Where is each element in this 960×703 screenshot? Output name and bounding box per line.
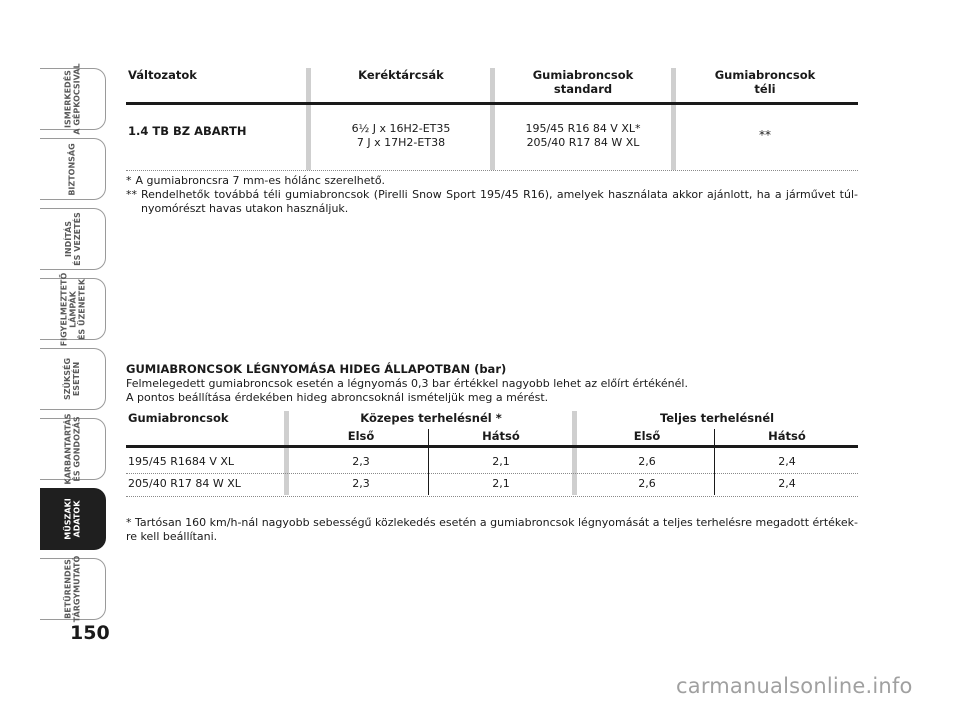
chapter-tab-label-line: BETŰRENDES	[63, 559, 73, 619]
header-rule	[126, 445, 858, 448]
chapter-tab-0[interactable]	[40, 63, 106, 135]
wheels-tyres-table	[126, 64, 858, 174]
pressure-value: 2,6	[638, 455, 656, 468]
chapter-tab-3[interactable]	[40, 272, 106, 346]
chapter-tab-label	[64, 63, 82, 134]
chapter-tab-label-line: BIZTONSÁG	[67, 142, 77, 196]
header-winter-tyres	[680, 68, 850, 96]
chapter-tab-label	[68, 143, 77, 195]
header-standard-line2: standard	[553, 82, 613, 96]
pressure-value: 2,1	[492, 477, 510, 490]
chapter-tab-7[interactable]	[40, 555, 106, 623]
note-text: Rendelhetők továbbá téli gumiabroncsok (Pirelli Snow Sport 195/45 R16), amelyek használata akkor ajánlott, ha a járművet túl-nyomórészt havas utakon használjuk.	[141, 188, 858, 215]
pressure-table	[126, 409, 858, 501]
chapter-tab-label-line: TÁRGYMUTATÓ	[72, 555, 82, 623]
chapter-tab-label-line: ADATOK	[72, 500, 82, 538]
header-variants: Változatok	[128, 68, 197, 82]
chapter-tab-label-line: ÉS GONDOZÁS	[72, 416, 82, 482]
header-rear-medium: Hátsó	[482, 429, 520, 443]
chapter-tabs	[40, 63, 106, 628]
chapter-tab-label	[64, 358, 82, 400]
chapter-tab-2[interactable]	[40, 208, 106, 270]
subcolumn-separator	[714, 429, 715, 495]
standard-tyre-2: 205/40 R17 84 W XL	[526, 136, 640, 149]
chapter-tab-label-line: FIGYELMEZTETŐ	[59, 272, 68, 346]
note-marker: **	[126, 188, 137, 201]
pressure-value: 2,6	[638, 477, 656, 490]
pressure-footnote: * Tartósan 160 km/h-nál nagyobb sebességű közlekedés esetén a gumiabroncsok légnyomását a teljes terhelésre megadott értékek-re kell beállítani.	[126, 516, 858, 543]
chapter-tab-label-line: ESETÉN	[72, 361, 82, 397]
header-standard-tyres	[498, 68, 668, 96]
chapter-tab-label-line: MŰSZAKI	[63, 498, 73, 540]
page-number: 150	[70, 622, 110, 644]
chapter-tab-label	[59, 272, 86, 346]
rim-size-1: 6½ J x 16H2-ET35	[351, 122, 451, 135]
chapter-tab-label-line: ISMERKEDÉS	[63, 70, 73, 128]
header-tyres: Gumiabroncsok	[128, 411, 229, 425]
note-text: A gumiabroncsra 7 mm-es hólánc szerelhető.	[135, 174, 386, 187]
pressure-value: 2,4	[778, 477, 796, 490]
table-bottom-rule	[126, 170, 858, 171]
variant-name: 1.4 TB BZ ABARTH	[128, 124, 247, 138]
section-text-2: A pontos beállítása érdekében hideg abroncsoknál ismételjük meg a mérést.	[126, 391, 549, 404]
chapter-tab-label	[64, 413, 82, 484]
header-winter-line2: téli	[754, 82, 776, 96]
column-separator	[572, 411, 577, 495]
note-marker: *	[126, 174, 132, 187]
header-rear-full: Hátsó	[768, 429, 806, 443]
pressure-value: 2,3	[352, 477, 370, 490]
header-medium-load: Közepes terhelésnél *	[360, 411, 502, 425]
header-front-medium: Első	[347, 429, 375, 443]
chapter-tab-label	[64, 556, 82, 623]
chapter-tab-label-line: LÁMPÁK	[68, 290, 77, 328]
chapter-tab-label-line: ÉS VEZETÉS	[72, 212, 82, 266]
chapter-tab-label-line: SZÜKSÉG	[63, 357, 73, 401]
tyre-size: 195/45 R1684 V XL	[128, 455, 235, 468]
section-text-1: Felmelegedett gumiabroncsok esetén a légnyomás 0,3 bar értékkel nagyobb lehet az előírt értékénél.	[126, 377, 688, 390]
chapter-tab-6[interactable]	[40, 488, 106, 550]
pressure-section	[126, 362, 858, 501]
header-front-full: Első	[633, 429, 661, 443]
tyre-size: 205/40 R17 84 W XL	[128, 477, 241, 490]
rim-sizes	[316, 122, 486, 150]
chapter-tab-label-line: INDÍTÁS	[63, 220, 73, 258]
column-separator	[490, 68, 495, 170]
chapter-tab-label	[63, 498, 81, 539]
chapter-tab-4[interactable]	[40, 348, 106, 410]
header-rims: Keréktárcsák	[358, 68, 444, 82]
column-separator	[284, 411, 289, 495]
watermark: carmanualsonline.info	[676, 674, 913, 698]
chapter-tab-label-line: A GÉPKOCSIVAL	[72, 63, 82, 135]
subcolumn-separator	[428, 429, 429, 495]
column-separator	[306, 68, 311, 170]
table-bottom-rule	[126, 496, 858, 497]
header-rule	[126, 102, 858, 105]
row-divider	[126, 473, 858, 474]
chapter-tab-label-line: KARBANTARTÁS	[63, 413, 73, 485]
chapter-tab-label	[64, 212, 82, 266]
note-winter-tyres	[126, 188, 858, 216]
rim-size-2: 7 J x 17H2-ET38	[356, 136, 446, 149]
standard-tyre-sizes	[498, 122, 668, 150]
chapter-tab-1[interactable]	[40, 138, 106, 200]
pressure-value: 2,1	[492, 455, 510, 468]
column-separator	[671, 68, 676, 170]
header-full-load: Teljes terhelésnél	[659, 411, 775, 425]
pressure-value: 2,3	[352, 455, 370, 468]
pressure-value: 2,4	[778, 455, 796, 468]
chapter-tab-5[interactable]	[40, 413, 106, 485]
header-winter-line1: Gumiabroncsok	[714, 68, 816, 82]
standard-tyre-1: 195/45 R16 84 V XL*	[525, 122, 641, 135]
chapter-tab-label-line: ÉS ÜZENETEK	[77, 278, 86, 340]
tyre-notes	[126, 174, 858, 216]
header-standard-line1: Gumiabroncsok	[532, 68, 634, 82]
section-title: GUMIABRONCSOK LÉGNYOMÁSA HIDEG ÁLLAPOTBAN (bar)	[126, 362, 507, 376]
page-content	[126, 64, 858, 543]
winter-tyre-ref: **	[759, 128, 771, 142]
note-snow-chain	[126, 174, 858, 188]
